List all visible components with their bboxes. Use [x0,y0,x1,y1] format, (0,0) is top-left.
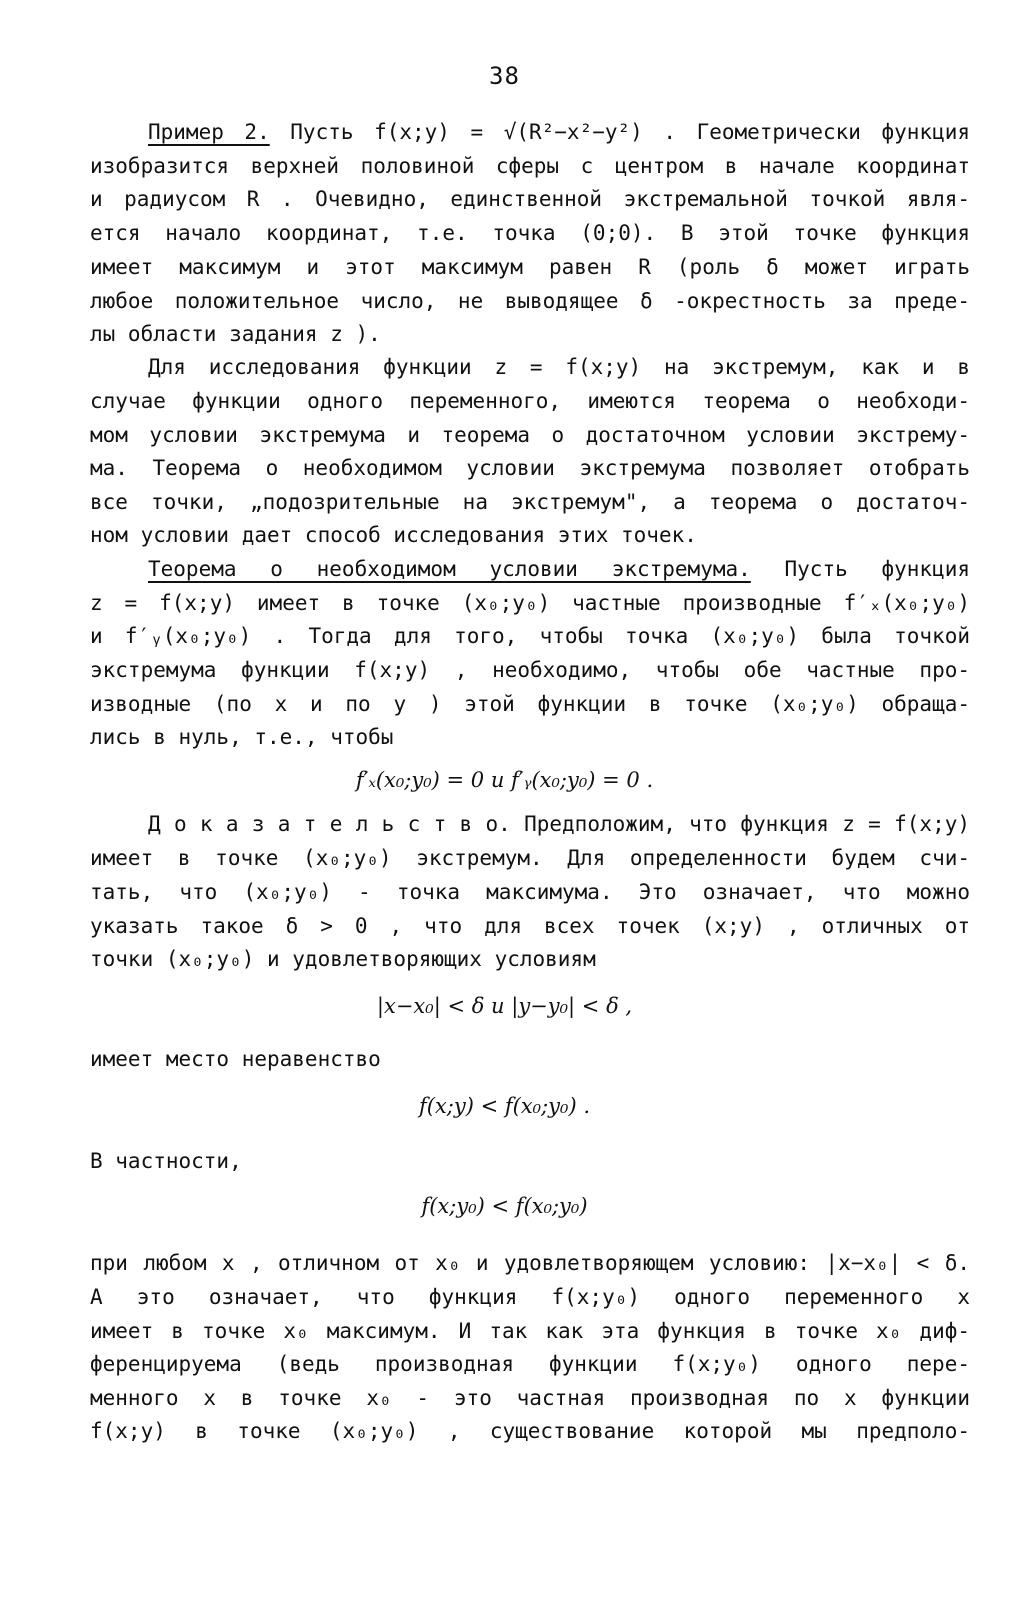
example-2-line [148,116,970,148]
text-line: ма. Теорема о необходимом условии экстремума позволяет отобрать [90,456,970,480]
text-line: ном условии дает способ исследования этих точек. [90,523,697,547]
theorem-title: Теорема о необходимом условии экстремума. [148,557,751,581]
formula-neighborhood-conditions: |x−x₀| < δ и |y−y₀| < δ , [376,994,633,1018]
text-line: мом условии экстремума и теорема о достаточном условии экстрему- [90,423,970,447]
proof-label: Д о к а з а т е л ь с т в о. [148,812,511,836]
text-line: точки (x₀;y₀) и удовлетворяющих условиям [90,947,596,971]
text-line: и радиусом R . Очевидно, единственной экстремальной точкой явля- [90,187,970,211]
text-run: Пусть функция [750,557,970,581]
page-number: 38 [489,62,520,90]
text-line: лись в нуль, т.е., чтобы [90,725,394,749]
text-line: все точки, „подозрительные на экстремум", а теорема о достаточ- [90,490,970,514]
text-run: Пусть f(x;y) = √(R²−x²−y²) . Геометрически функция [269,120,970,144]
text-line: при любом x , отличном от x₀ и удовлетворяющем условию: |x−x₀| < δ. [90,1251,970,1275]
text-line: имеет место неравенство [90,1047,381,1071]
text-line: А это означает, что функция f(x;y₀) одного переменного x [90,1285,970,1309]
text-line: изобразится верхней половиной сферы с центром в начале координат [90,154,970,178]
text-line: имеет максимум и этот максимум равен R (роль δ может играть [90,255,970,279]
text-line: случае функции одного переменного, имеются теорема о необходи- [90,389,970,413]
formula-inequality-y0: f(x;y₀) < f(x₀;y₀) [421,1194,588,1218]
text-run: Предположим, что функция z = f(x;y) [510,812,970,836]
formula-inequality: f(x;y) < f(x₀;y₀) . [418,1094,590,1118]
text-line: f(x;y) в точке (x₀;y₀) , существование которой мы предполо- [90,1419,970,1443]
proof-line [148,808,970,840]
theorem-line [148,553,970,585]
text-line: В частности, [90,1149,242,1173]
text-line: имеет в точке x₀ максимум. И так как эта функция в точке x₀ диф- [90,1319,970,1343]
text-line: ференцируема (ведь производная функции f(x;y₀) одного пере- [90,1352,970,1376]
example-label: Пример 2. [148,120,270,144]
text-line: и f′ᵧ(x₀;y₀) . Тогда для того, чтобы точка (x₀;y₀) была точкой [90,624,970,648]
text-line: тать, что (x₀;y₀) - точка максимума. Это означает, что можно [90,880,970,904]
formula-partial-derivatives-zero: f′ₓ(x₀;y₀) = 0 и f′ᵧ(x₀;y₀) = 0 . [355,768,654,792]
text-line: любое положительное число, не выводящее δ -окрестность за преде- [90,289,970,313]
text-line: экстремума функции f(x;y) , необходимо, чтобы обе частные про- [90,658,970,682]
text-line: Для исследования функции z = f(x;y) на экстремум, как и в [148,355,970,379]
text-line: z = f(x;y) имеет в точке (x₀;y₀) частные производные f′ₓ(x₀;y₀) [90,591,970,615]
text-line: ется начало координат, т.е. точка (0;0). В этой точке функция [90,221,970,245]
text-line: указать такое δ > 0 , что для всех точек (x;y) , отличных от [90,914,970,938]
text-line: менного x в точке x₀ - это частная производная по x функции [90,1386,970,1410]
text-line: изводные (по x и по y ) этой функции в точке (x₀;y₀) обраща- [90,692,970,716]
text-line: имеет в точке (x₀;y₀) экстремум. Для определенности будем счи- [90,846,970,870]
text-line: лы области задания z ). [90,322,381,346]
